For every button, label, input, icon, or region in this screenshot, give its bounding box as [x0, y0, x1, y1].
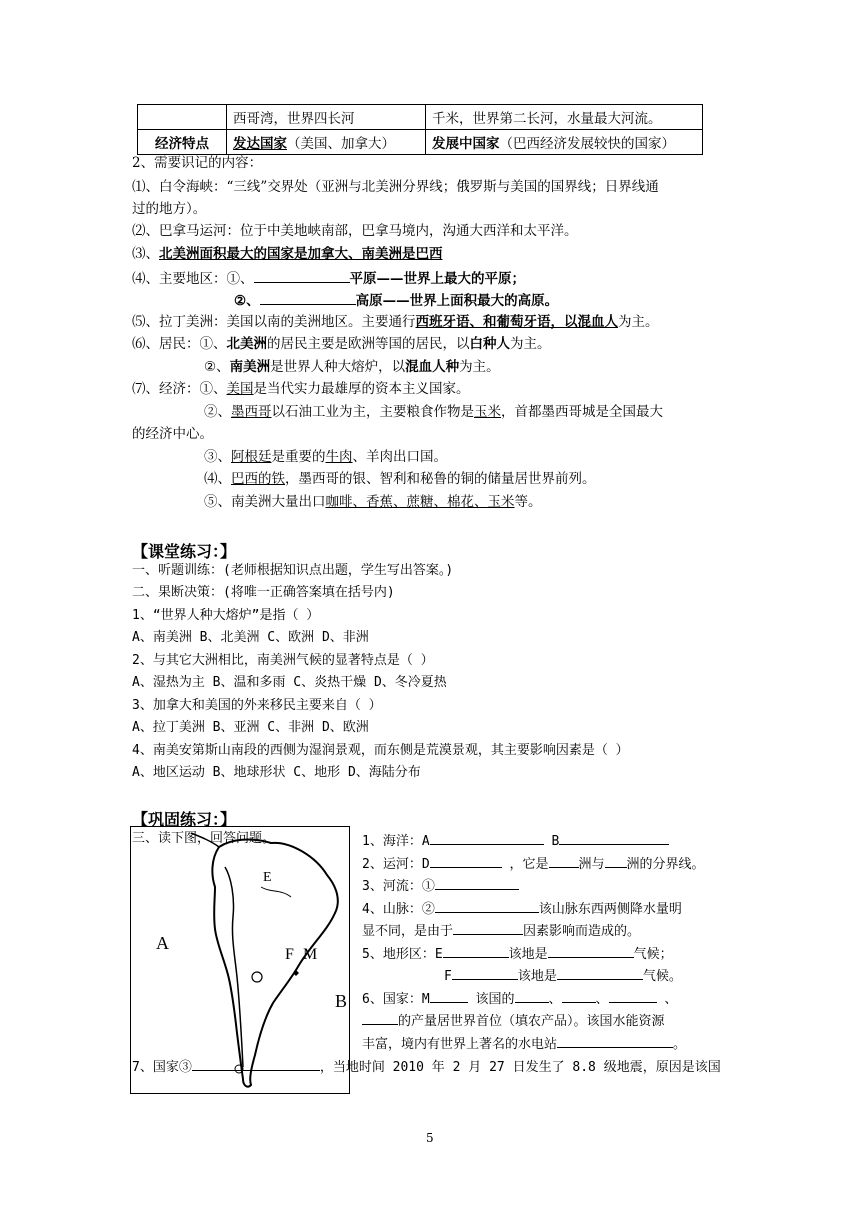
question-line: 二、果断决策：(将唯一正确答案填在括号内): [132, 585, 395, 600]
options-line: A、拉丁美洲 B、亚洲 C、非洲 D、欧洲: [132, 720, 369, 735]
recall-item: ⑹、居民：①、北美洲的居民主要是欧洲等国的居民，以白种人为主。: [132, 336, 551, 352]
comparison-table: [137, 104, 703, 155]
recall-item: ②、南美洲是世界人种大熔炉，以混血人种为主。: [204, 359, 500, 375]
page-number: 5: [426, 1131, 434, 1145]
question-line: 7、国家③ ，当地时间 2010 年 2 月 27 日发生了 8.8 级地震，原因是该国: [132, 1056, 721, 1077]
question-line: 4、山脉：② 该山脉东西两侧降水量明: [362, 898, 682, 919]
recall-item: ⑺、经济：①、美国是当代实力最雄厚的资本主义国家。: [132, 381, 470, 397]
map-drawing: [131, 827, 349, 1093]
classroom-heading: 【课堂练习：】: [132, 542, 237, 561]
recall-item: 过的地方）。: [132, 201, 207, 217]
question-line: 显不同，是由于 因素影响而造成的。: [362, 920, 640, 941]
question-line: 1、“世界人种大熔炉”是指（ ）: [132, 608, 320, 623]
recall-item: ⑶、北美洲面积最大的国家是加拿大、南美洲是巴西: [132, 246, 443, 262]
question-line: 的产量居世界首位（填农产品）。该国水能资源: [362, 1010, 665, 1031]
consolidate-heading: 【巩固练习：】: [132, 810, 237, 829]
table-cell: 经济特点: [138, 130, 227, 155]
question-line: 一、听题训练：(老师根据知识点出题，学生写出答案。): [132, 563, 454, 578]
recall-item: ⑸、拉丁美洲：美国以南的美洲地区。主要通行西班牙语、和葡萄牙语，以混血人为主。: [132, 314, 659, 330]
table-cell: 西哥湾，世界四长河: [227, 105, 426, 130]
recall-item: ⑤、南美洲大量出口咖啡、香蕉、蔗糖、棉花、玉米等。: [204, 494, 542, 510]
recall-item: ③、阿根廷是重要的牛肉、羊肉出口国。: [204, 449, 447, 465]
question-line: 2、与其它大洲相比，南美洲气候的显著特点是（ ）: [132, 653, 434, 668]
map-label-f: F: [285, 946, 294, 963]
question-line: 3、河流：①: [362, 875, 519, 896]
question-line: 3、加拿大和美国的外来移民主要来自（ ）: [132, 698, 382, 713]
recall-item: 的经济中心。: [132, 426, 213, 442]
question-line: 6、国家：M 该国的 、 、 、: [362, 988, 677, 1009]
table-row: [138, 105, 703, 130]
recall-item: ②、 高原——世界上面积最大的高原。: [234, 290, 558, 310]
map-label-m: M: [303, 946, 318, 963]
table-cell: 发展中国家（巴西经济发展较快的国家）: [426, 130, 703, 155]
recall-item: ②、墨西哥以石油工业为主，主要粮食作物是玉米，首都墨西哥城是全国最大: [204, 404, 663, 420]
options-line: A、地区运动 B、地球形状 C、地形 D、海陆分布: [132, 765, 421, 780]
recall-item: ⑷、主要地区：①、 平原——世界上最大的平原；: [132, 268, 525, 288]
options-line: A、南美洲 B、北美洲 C、欧洲 D、非洲: [132, 630, 369, 645]
table-cell: 发达国家（美国、加拿大）: [227, 130, 426, 155]
table-cell: 千米，世界第二长河，水量最大河流。: [426, 105, 703, 130]
map-label-b: B: [335, 991, 348, 1011]
question-line: 5、地形区：E 该地是 气候；: [362, 943, 673, 964]
south-america-map: [130, 826, 350, 1094]
options-line: A、湿热为主 B、温和多雨 C、炎热干燥 D、冬冷夏热: [132, 675, 447, 690]
question-line: 1、海洋：A B: [362, 830, 669, 851]
recall-item: ⑷、巴西的铁，墨西哥的银、智利和秘鲁的铜的储量居世界前列。: [204, 471, 596, 487]
question-line: F 该地是 气候。: [444, 965, 682, 986]
question-line: 2、运河：D ，它是 洲与 洲的分界线。: [362, 853, 705, 874]
question-line: 三、读下图，回答问题。: [132, 831, 276, 846]
map-label-a: A: [156, 933, 169, 953]
recall-item: ⑴、白令海峡：“三线”交界处（亚洲与北美洲分界线；俄罗斯与美国的国界线；日界线通: [132, 179, 659, 195]
table-row: [138, 130, 703, 155]
recall-item: ⑵、巴拿马运河：位于中美地峡南部，巴拿马境内，沟通大西洋和太平洋。: [132, 223, 578, 239]
map-label-e: E: [263, 870, 272, 885]
question-line: 丰富，境内有世界上著名的水电站 。: [362, 1033, 686, 1054]
question-line: 4、南美安第斯山南段的西侧为湿润景观，而东侧是荒漠景观，其主要影响因素是（ ）: [132, 743, 629, 758]
section-title: 2、需要识记的内容：: [132, 155, 263, 171]
